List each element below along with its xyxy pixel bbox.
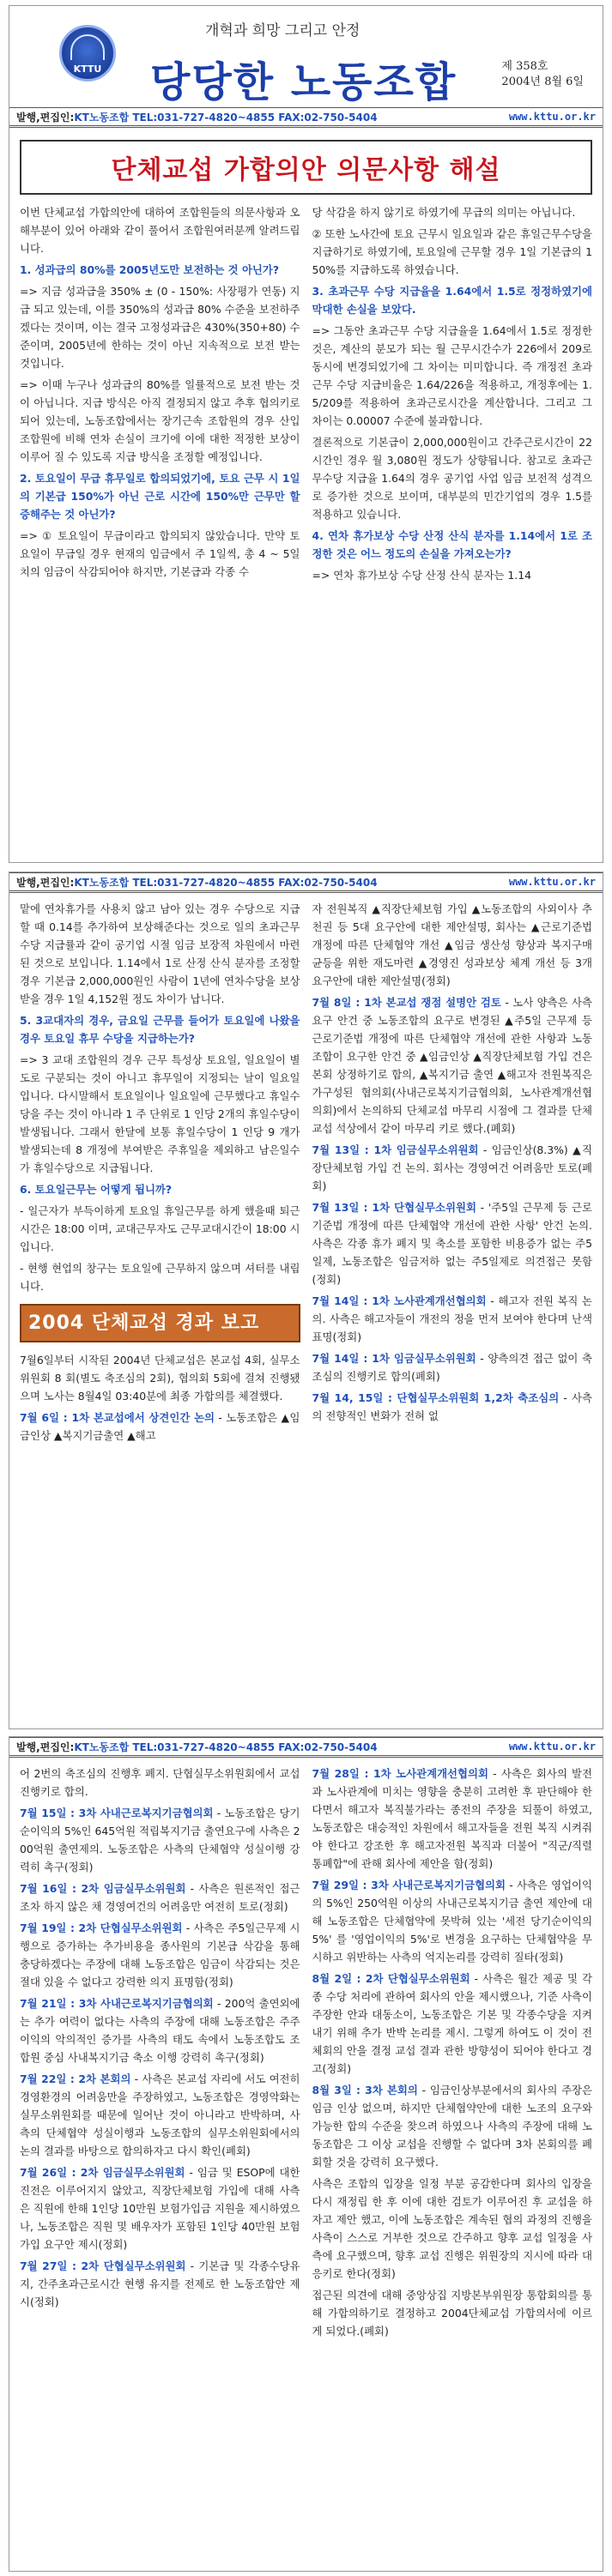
timeline-text: - 노사 양측은 사측 요구 안건 중 노동조합의 요구로 변경된 ▲주5일 근무제 등 근로기준법 개정에 따른 단체협약 개선에 관한 사항과 노동조합이 요구한 안건 중 ▲임금인상 ▲직장단체보험 가입 건은 본회 상정하기로 합의, ▲복지기금 출연 ▲해고자 전원복직은 가구성된 협의회(사내근로복지기금협의회, 노사관계개선협의회)에서 논의하되 단체교섭 마무리 시점에 그 결과를 단체교섭 석상에서 같이 마무리 키로 했다.(폐회): [312, 996, 593, 1135]
timeline-text: - 임금인상(8.3%) ▲직장단체보험 가입 건 논의. 회사는 경영여건 어려움만 토로(폐회): [312, 1143, 593, 1192]
publisher-text: KT노동조합 TEL:031-727-4820~4855 FAX:02-750-5404: [74, 876, 378, 889]
article-columns: [9, 1758, 603, 2344]
timeline-text: - 임금 및 ESOP에 대한 진전은 이루어지지 않았고, 직장단체보험 가입에 대해 사측은 직원에 한해 1인당 10만원 보험가입금 지원을 제시하였으나, 노동조합은 직원 및 배우자가 포함된 1인당 40만원 보험가입 요구안 제시(정회): [20, 2166, 300, 2251]
masthead: [9, 6, 603, 107]
timeline-entry: [312, 2081, 593, 2171]
publisher-text: KT노동조합 TEL:031-727-4820~4855 FAX:02-750-5404: [74, 111, 378, 124]
website-link[interactable]: www.kttu.or.kr: [508, 111, 596, 123]
issue-date: 2004년 8월 6일: [501, 75, 584, 88]
publisher-label: 발행,편집인:: [16, 876, 75, 889]
timeline-entry: [312, 1198, 593, 1288]
union-logo: [59, 25, 116, 81]
issue-info: [501, 59, 584, 90]
paragraph: - 현행 현업의 창구는 토요일에 근무하지 않으며 셔터를 내립니다.: [20, 1262, 300, 1293]
article-column-right: [312, 203, 593, 588]
article-column-left: [20, 1765, 300, 2344]
slogan: 개혁과 희망 그리고 안정: [205, 22, 361, 39]
paragraph: => 그동안 초과근무 수당 지급율을 1.64에서 1.5로 정정한 것은, 계산의 분모가 되는 월 근무시간수가 226에서 209로 동시에 변경되었기에 그 차이는 미미합니다. 즉 개정전 초과근무 수당 지급비율은 1.64/226을 적용하고, 개정후에는 1.5/209를 적용하여 초과근로시간을 계산합니다. 그리고 그 차이는 0.00007 수준에 불과합니다.: [312, 324, 592, 427]
timeline-entry: [20, 1879, 300, 1915]
timeline-date: 8월 3일 : 3차 본회의: [312, 2084, 418, 2096]
timeline-text: - 사측의 전향적인 변화가 전혀 없: [312, 1391, 592, 1422]
publisher-bar: [9, 1737, 603, 1758]
newsletter-page-1: [9, 5, 603, 863]
timeline-entry: [312, 1292, 593, 1346]
timeline-entry: [312, 1876, 593, 1966]
paragraph: => 연차 휴가보상 수당 산정 산식 분자는 1.14: [312, 569, 531, 582]
question-heading: 5. 3교대자의 경우, 금요일 근무를 들어가 토요일에 나왔을 경우 토요일 휴무 수당을 지급하는가?: [20, 1014, 300, 1045]
timeline-text: - 노동조합은 ▲임금인상 ▲복지기금출연 ▲해고: [20, 1411, 300, 1442]
timeline-entry: [312, 1970, 593, 2078]
section-heading: 2004 단체교섭 경과 보고: [20, 1304, 300, 1342]
article-column-right: [312, 1765, 593, 2344]
paragraph: 접근된 의견에 대해 중앙상집 지방본부위원장 통합회의를 통해 가합의하기로 결정하고 2004단체교섭 가합의서에 이르게 되었다.(폐회): [312, 2289, 592, 2338]
paragraph: 사측은 조합의 입장을 일정 부분 공감한다며 회사의 입장을 다시 재정립 한 후 이에 대한 검토가 이루어진 후 교섭을 하자고 제안 했고, 이에 노동조합은 계속된 협의 과정의 진행을 사측이 스스로 거부한 것으로 간주하고 향후 교섭 일정을 사측에 요구했으며, 향후 교섭 진행은 위원장의 지시에 따라 대응키로 한다(정회): [312, 2177, 592, 2280]
timeline-date: 7월 13일 : 1차 임금실무소위원회: [312, 1143, 479, 1156]
publisher-bar: [9, 107, 603, 128]
paragraph: => 지금 성과급을 350% ± (0 - 150%: 사장평가 연동) 지급 되고 있는데, 이를 350%의 성과급 80% 수준을 보전하주겠다는 것이며, 이는 결국 고정성과급은 430%(350+80) 수준이며, 2005년에 한하는 것이 아닌 지속적으로 보전 받는 것입니다.: [20, 285, 300, 370]
timeline-entry: [20, 1409, 300, 1445]
timeline-date: 7월 21일 : 3차 사내근로복지기금협의회: [20, 1997, 214, 2010]
timeline-text: - 사측은 주5일근무제 시행으로 증가하는 추가비용을 종사원의 기본급 삭감을 통해 충당하겠다는 주장에 대해 노동조합은 임금이 삭감되는 것은 절대 있을 수 없다고 강력한 의지 표명함(정회): [20, 1921, 300, 1988]
timeline-text: - 임금인상부분에서의 회사의 주장은 임금 인상 없으며, 하지만 단체협약안에 대한 노조의 요구와 가능한 합의 수준을 찾으려 하였으나 사측의 주장에 대해 노동조합은 그 이상 교섭을 진행할 수 없다며 3차 본회의를 폐회할 것을 강력히 요구했다.: [312, 2084, 592, 2169]
timeline-date: 7월 22일 : 2차 본회의: [20, 2072, 131, 2085]
timeline-entry: [20, 1804, 300, 1876]
timeline-date: 7월 26일 : 2차 임금실무소위원회: [20, 2166, 185, 2179]
publisher-label: 발행,편집인:: [16, 111, 75, 124]
timeline-entry: [312, 1141, 593, 1195]
timeline-entry: [20, 1919, 300, 1991]
paragraph: 결론적으로 기본급이 2,000,000원이고 간주근로시간이 22시간인 경우 월 3,080원 정도가 상향됩니다. 참고로 초과근무수당 지급율 1.64의 경우 공기업 사업 임금 보전적 성격으로 증가한 것으로 보이며, 대부분의 민간기업의 경우 1.5를 적용하고 있습니다.: [312, 436, 592, 521]
question-heading: 1. 성과급의 80%를 2005년도만 보전하는 것 아닌가?: [20, 263, 280, 276]
issue-number: 제 358호: [501, 60, 548, 73]
timeline-date: 8월 2일 : 2차 단협실무소위원회: [312, 1972, 470, 1985]
timeline-text: - 해고자 전원 복직 논의. 사측은 해고자들이 개전의 정을 먼저 보여야 한다며 난색표명(정회): [312, 1294, 593, 1343]
newsletter-page-2: [9, 872, 603, 1729]
website-link[interactable]: www.kttu.or.kr: [508, 1740, 596, 1753]
newsletter-page-3: [9, 1736, 603, 2572]
question-heading: 3. 초과근무 수당 지급율을 1.64에서 1.5로 정정하였기에 막대한 손실을 보았다.: [312, 285, 592, 316]
timeline-text: - 기본급 및 각종수당유지, 간주초과근로시간 현행 유지를 전제로 한 노동조합안 제시(정회): [20, 2259, 300, 2308]
question-heading: 4. 연차 휴가보상 수당 산정 산식 분자를 1.14에서 1로 조정한 것은 어느 정도의 손실을 가져오는가?: [312, 529, 592, 560]
timeline-date: 7월 6일 : 1차 본교섭에서 상견인간 논의: [20, 1411, 215, 1424]
publisher-bar: [9, 872, 603, 893]
timeline-text: - 사측은 회사의 발전과 노사관계에 미치는 영향을 충분히 고려한 후 판단해야 한다면서 해고자 복직불가라는 종전의 주장을 되풀이 하였고, 노동조합은 대승적인 차원에서 해고자들을 전원 복직 시켜줘야 한다고 강조한 후 해고자전원 복직과 더불어 "직군/직렬 통폐합"에 관해 회사에 제안을 함(정회): [312, 1767, 592, 1870]
paragraph: => ① 토요일이 무급이라고 합의되지 않았습니다. 만약 토요일이 무급일 경우 현재의 임금에서 주 1일씩, 총 4 ~ 5일치의 임금이 삭감되어야 하지만, 기본급과 각종 수: [20, 529, 300, 578]
timeline-text: - 양측의견 접근 없이 축조심의 진행키로 합의(폐회): [312, 1352, 593, 1383]
timeline-text: - '주5일 근무제 등 근로기준법 개정에 따른 단체협약 개선에 관한 사항' 안건 논의. 사측은 각종 휴가 폐지 및 축소를 포함한 비용증가 없는 주5일제, 노동조합은 임금저하 없는 주5일제로 의견접근 못함(정회): [312, 1201, 592, 1286]
website-link[interactable]: www.kttu.or.kr: [508, 876, 596, 888]
timeline-entry: [312, 1349, 593, 1385]
article-columns: [9, 893, 603, 1448]
timeline-entry: [312, 1765, 593, 1873]
timeline-entry: [20, 2070, 300, 2160]
paragraph: - 일근자가 부득이하게 토요일 휴일근무를 하게 했을때 퇴근시간은 18:00 이며, 교대근무자도 근무교대시간이 18:00 시 입니다.: [20, 1204, 300, 1253]
newsletter-title: 당당한 노동조합: [150, 58, 457, 106]
paragraph: 자 전원복직 ▲직장단체보험 가입 ▲노동조합의 사외이사 추천권 등 5대 요구안에 대한 제안설명, 회사는 ▲근로기준법 개정에 따른 단체협약 개선 ▲임금 생산성 향상과 복지구매 균등을 위한 재도마련 ▲경영진 성과보상 체계 개선 등 3개 요구안에 대한 제안설명(정회): [312, 902, 592, 987]
timeline-date: 7월 14일 : 1차 임금실무소위원회: [312, 1352, 476, 1365]
timeline-date: 7월 14, 15일 : 단협실무소위원회 1,2차 축조심의: [312, 1391, 560, 1404]
paragraph: => 이때 누구나 성과급의 80%를 일률적으로 보전 받는 것이 아닙니다. 지급 방식은 아직 결정되지 않고 추후 협의키로 되어 있는데, 노동조합에서는 장기근속 조합원의 경우 산입조합원에 비해 연차 손실이 크기에 이에 대한 적정한 보상이 이루어 질 수 있도록 지급 방식을 조정할 예정입니다.: [20, 378, 300, 463]
article-columns: [9, 203, 603, 588]
question-heading: 2. 토요일이 무급 휴무일로 합의되었기에, 토요 근무 시 1일의 기본급 150%가 아닌 근로 시간에 150%만 근무만 할증해주는 것 아닌가?: [20, 472, 300, 521]
timeline-date: 7월 19일 : 2차 단협실무소위원회: [20, 1921, 183, 1934]
timeline-entry: [20, 2163, 300, 2253]
article-column-left: [20, 900, 300, 1448]
timeline-text: - 사측은 영업이익의 5%인 250억원 이상의 사내근로복지기금 출연 제안에 대해 노동조합은 단체협약에 못박혀 있는 '세전 당기순이익의 5%' 를 '영업이익의 5%'로 변경을 요구하는 단체협약을 무시하고 위반하는 사측의 억지논리를 강력히 질타(정회): [312, 1879, 592, 1964]
timeline-text: - 사측은 본교섭 자리에 서도 여전히 경영환경의 어려움만을 주장하였고, 노동조합은 경영악화는 실무소위원회를 때문에 일어난 것이 아니라고 반박하며, 사측의 단체협약 성실이행과 노동조합의 실무소위원회에서의 논의 결과를 바탕으로 합의하자고 다시 확인(폐회): [20, 2072, 300, 2157]
timeline-date: 7월 15일 : 3차 사내근로복지기금협의회: [20, 1807, 214, 1819]
timeline-date: 7월 28일 : 1차 노사관계개선협의회: [312, 1767, 488, 1780]
timeline-entry: [20, 1994, 300, 2066]
timeline-date: 7월 13일 : 1차 단협실무소위원회: [312, 1201, 476, 1214]
question-heading: 6. 토요일근무는 어떻게 됩니까?: [20, 1183, 173, 1196]
logo-ring-icon: [70, 34, 105, 60]
timeline-date: 7월 27일 : 2차 단협실무소위원회: [20, 2259, 186, 2272]
timeline-text: - 노동조합은 당기순이익의 5%인 645억원 적립복지기금 출연요구에 사측은 200억원 출연제의. 노동조합은 사측의 단체협약 성실이행 강력히 촉구(정회): [20, 1807, 300, 1873]
paragraph: => 3 교대 조합원의 경우 근무 특성상 토요일, 일요일이 별도로 구분되는 것이 아니고 휴무일이 지정되는 날이 일요일입니다. 다시말해서 토요일이나 일요일에 근무했다고 휴일수당을 주는 것이 아니라 1 주 단위로 1 인당 2개의 휴일수당이 발생됩니다. 그래서 한달에 보통 휴일수당이 1 인당 9 개가 발생되는데 8 개정에 부여받은 주휴일을 제외하고 남은일수가 휴일수당으로 지급됩니다.: [20, 1053, 300, 1174]
paragraph: 당 삭감을 하지 않기로 하였기에 무급의 의미는 아닙니다.: [312, 206, 576, 219]
article-column-right: [312, 900, 593, 1448]
paragraph: 7월6일부터 시작된 2004년 단체교섭은 본교섭 4회, 실무소위원회 8 회(별도 축조심의 2회), 협의회 5회에 걸쳐 진행됐으며 노사는 8월4일 03:40분에 최종 가합의를 체결했다.: [20, 1354, 300, 1403]
timeline-date: 7월 16일 : 2차 임금실무소위원회: [20, 1882, 186, 1895]
timeline-text: - 사측은 원론적인 접근조차 하지 않은 채 경영여건의 어려움만 여전히 토로(정회): [20, 1882, 300, 1913]
timeline-entry: [20, 2257, 300, 2311]
timeline-date: 7월 29일 : 3차 사내근로복지기금협의회: [312, 1879, 506, 1891]
paragraph: ② 또한 노사간에 토요 근무시 일요일과 같은 휴일근무수당을 지급하기로 하였기에, 토요일에 근무할 경우 1일 기본급의 150%를 지급하도록 하였습니다.: [312, 227, 592, 276]
timeline-date: 7월 14일 : 1차 노사관계개선협의회: [312, 1294, 487, 1307]
logo-text: KTTU: [73, 63, 102, 75]
article-column-left: [20, 203, 300, 588]
paragraph: 맡에 연차휴가를 사용치 않고 남아 있는 경우 수당으로 지급할 때 0.14를 추가하여 보상해준다는 것으로 일의 초과근무수당 지급률과 같이 공기업 시절 임금 보장적 차원에서 마련된 것으로 보입니다. 1.14에서 1로 산정 산식 분자를 조정할 경우 기본급 2,000,000원인 사람이 1년에 연차수당을 보상 받을 경우 1일 4,152원 정도 차이가 납니다.: [20, 902, 300, 1005]
timeline-date: 7월 8일 : 1차 본교섭 쟁점 설명안 검토: [312, 996, 501, 1009]
timeline-text: - 사측은 월간 제공 및 각종 수당 처리에 관하여 회사의 안을 제시했으나, 기준 사측이 주장한 안과 대동소이, 노동조합은 기본 및 각종수당을 지켜내기 위해 추가 반박 논리를 제시. 그렇게 하여도 이 것이 전체회의 안을 결정 교섭 결과 관한 방향성이 되어야 한다고 경고(정회): [312, 1972, 592, 2075]
article-headline: 단체교섭 가합의안 의문사항 해설: [20, 140, 592, 195]
timeline-text: - 200억 출연외에는 추가 여력이 없다는 사측의 주장에 대해 노동조합은 주주이익의 악의적인 증가를 사측의 태도 속에서 노동조합도 조합원 중심 사내복지기금 축소 이행 강력히 촉구(정회): [20, 1997, 300, 2064]
timeline-entry: [312, 993, 593, 1137]
paragraph: 어 2번의 축조심의 진행후 폐지. 단협실무소위원회에서 교섭 진행키로 합의.: [20, 1767, 300, 1798]
publisher-text: KT노동조합 TEL:031-727-4820~4855 FAX:02-750-5404: [74, 1740, 378, 1753]
publisher-label: 발행,편집인:: [16, 1740, 75, 1753]
paragraph: 이번 단체교섭 가합의안에 대하여 조합원들의 의문사항과 오해부분이 있어 아래와 같이 풀어서 조합원여러분께 알려드립니다.: [20, 206, 300, 255]
timeline-entry: [312, 1389, 593, 1425]
